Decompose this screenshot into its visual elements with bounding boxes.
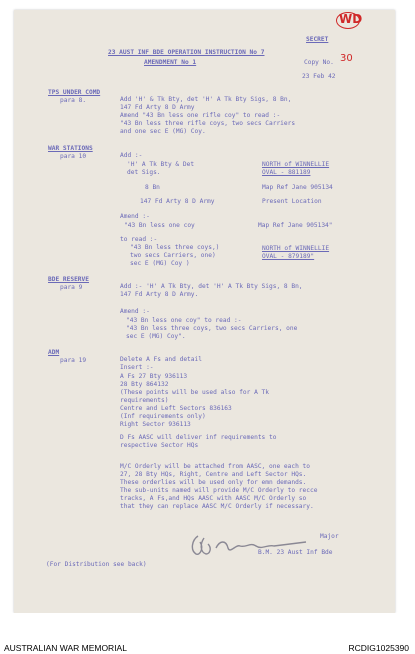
adm-orderly-line: that they can replace AASC M/C Orderly if necessary. (120, 503, 314, 510)
war-line: det Sigs. (127, 169, 161, 176)
adm-heading: ADM (48, 349, 60, 356)
war-heading: WAR STATIONS (48, 145, 93, 152)
footer-id: RCDIG1025390 (348, 643, 409, 653)
distribution-note: (For Distribution see back) (46, 561, 147, 568)
tps-line: Add 'H' & Tk Bty, det 'H' A Tk Bty Sigs, 8 Bn, (120, 96, 292, 103)
reserve-para: para 9 (60, 284, 83, 291)
war-line: two secs Carriers, one) (130, 252, 216, 259)
war-location: NORTH of WINNELLIE (262, 245, 330, 252)
adm-orderly-line: These orderlies will be used only for emn demands. (120, 479, 307, 486)
reserve-line: "43 Bn less three coys, two secs Carriers, one (126, 325, 298, 332)
war-line: 'H' A Tk Bty & Det (127, 161, 195, 168)
tps-line: "43 Bn less three rifle coys, two secs Carriers (120, 120, 296, 127)
footer-source: AUSTRALIAN WAR MEMORIAL (4, 643, 127, 653)
war-location: Present Location (262, 198, 322, 205)
war-line: Amend :- (120, 213, 150, 220)
reserve-line: 147 Fd Arty 8 D Army. (120, 291, 199, 298)
war-location: OVAL - 879189" (262, 253, 315, 260)
reserve-line: Add :- 'H' A Tk Bty, det 'H' A Tk Bty Sigs, 8 Bn, (120, 283, 303, 290)
war-location: Map Ref Jane 905134 (262, 184, 333, 191)
war-line: 8 Bn (145, 184, 160, 191)
tps-line: and one sec E (MG) Coy. (120, 128, 206, 135)
secret-label: SECRET (306, 36, 329, 43)
reserve-line: "43 Bn less one coy" to read :- (126, 317, 242, 324)
war-location: NORTH of WINNELLIE (262, 161, 330, 168)
adm-line: requirements) (120, 397, 169, 404)
adm-orderly-line: The sub-units named will provide M/C Orderly to recce (120, 487, 318, 494)
adm-orderly-line: M/C Orderly will be attached from AASC, one each to (120, 463, 310, 470)
reserve-heading: BDE RESERVE (48, 276, 89, 283)
tps-line: 147 Fd Arty 8 D Army (120, 104, 195, 111)
copy-label: Copy No. (304, 59, 334, 66)
signature-unit: B.M. 23 Aust Inf Bde (258, 549, 333, 556)
war-line: "43 Bn less one coy (124, 222, 195, 229)
adm-line: D Fs AASC will deliver inf requirements to (120, 434, 277, 441)
copy-number: 30 (340, 53, 353, 64)
war-line: "43 Bn less three coys,) (130, 244, 220, 251)
tps-para: para 8. (60, 97, 87, 104)
doc-date: 23 Feb 42 (302, 73, 336, 80)
war-line: to read :- (120, 236, 158, 243)
adm-orderly-line: tracks, A Fs,and HQs AASC with AASC M/C Orderly so (120, 495, 307, 502)
adm-line: (These points will be used also for A Tk (120, 389, 270, 396)
doc-title: 23 AUST INF BDE OPERATION INSTRUCTION No 7 (108, 49, 265, 56)
reserve-line: Amend :- (120, 308, 150, 315)
war-line: 147 Fd Arty 8 D Army (140, 198, 215, 205)
adm-line: 28 Bty 864132 (120, 381, 169, 388)
adm-line: (Inf requirements only) (120, 413, 206, 420)
wd-stamp: WD (339, 12, 363, 26)
adm-line: A Fs 27 Bty 936113 (120, 373, 188, 380)
adm-para: para 19 (60, 357, 87, 364)
handwritten-signature (170, 530, 320, 562)
war-location: Map Ref Jane 905134" (258, 222, 333, 229)
tps-line: Amend "43 Bn less one rifle coy" to read :- (120, 112, 281, 119)
adm-line: Insert :- (120, 364, 154, 371)
amendment-label: AMENDMENT No 1 (144, 59, 197, 66)
adm-line: respective Sector HQs (120, 442, 199, 449)
adm-line: Centre and Left Sectors 836163 (120, 405, 232, 412)
tps-heading: TPS UNDER COMD (48, 89, 101, 96)
war-location: OVAL - 881189 (262, 169, 311, 176)
adm-line: Delete A Fs and detail (120, 356, 202, 363)
adm-line: Right Sector 936113 (120, 421, 191, 428)
reserve-line: sec E (MG) Coy". (126, 333, 186, 340)
adm-orderly-line: 27, 28 Bty HQs, Right, Centre and Left Sector HQs. (120, 471, 307, 478)
war-para: para 10 (60, 153, 87, 160)
war-line: sec E (MG) Coy ) (130, 260, 190, 267)
signature-rank: Major (320, 533, 339, 540)
war-line: Add :- (120, 152, 143, 159)
